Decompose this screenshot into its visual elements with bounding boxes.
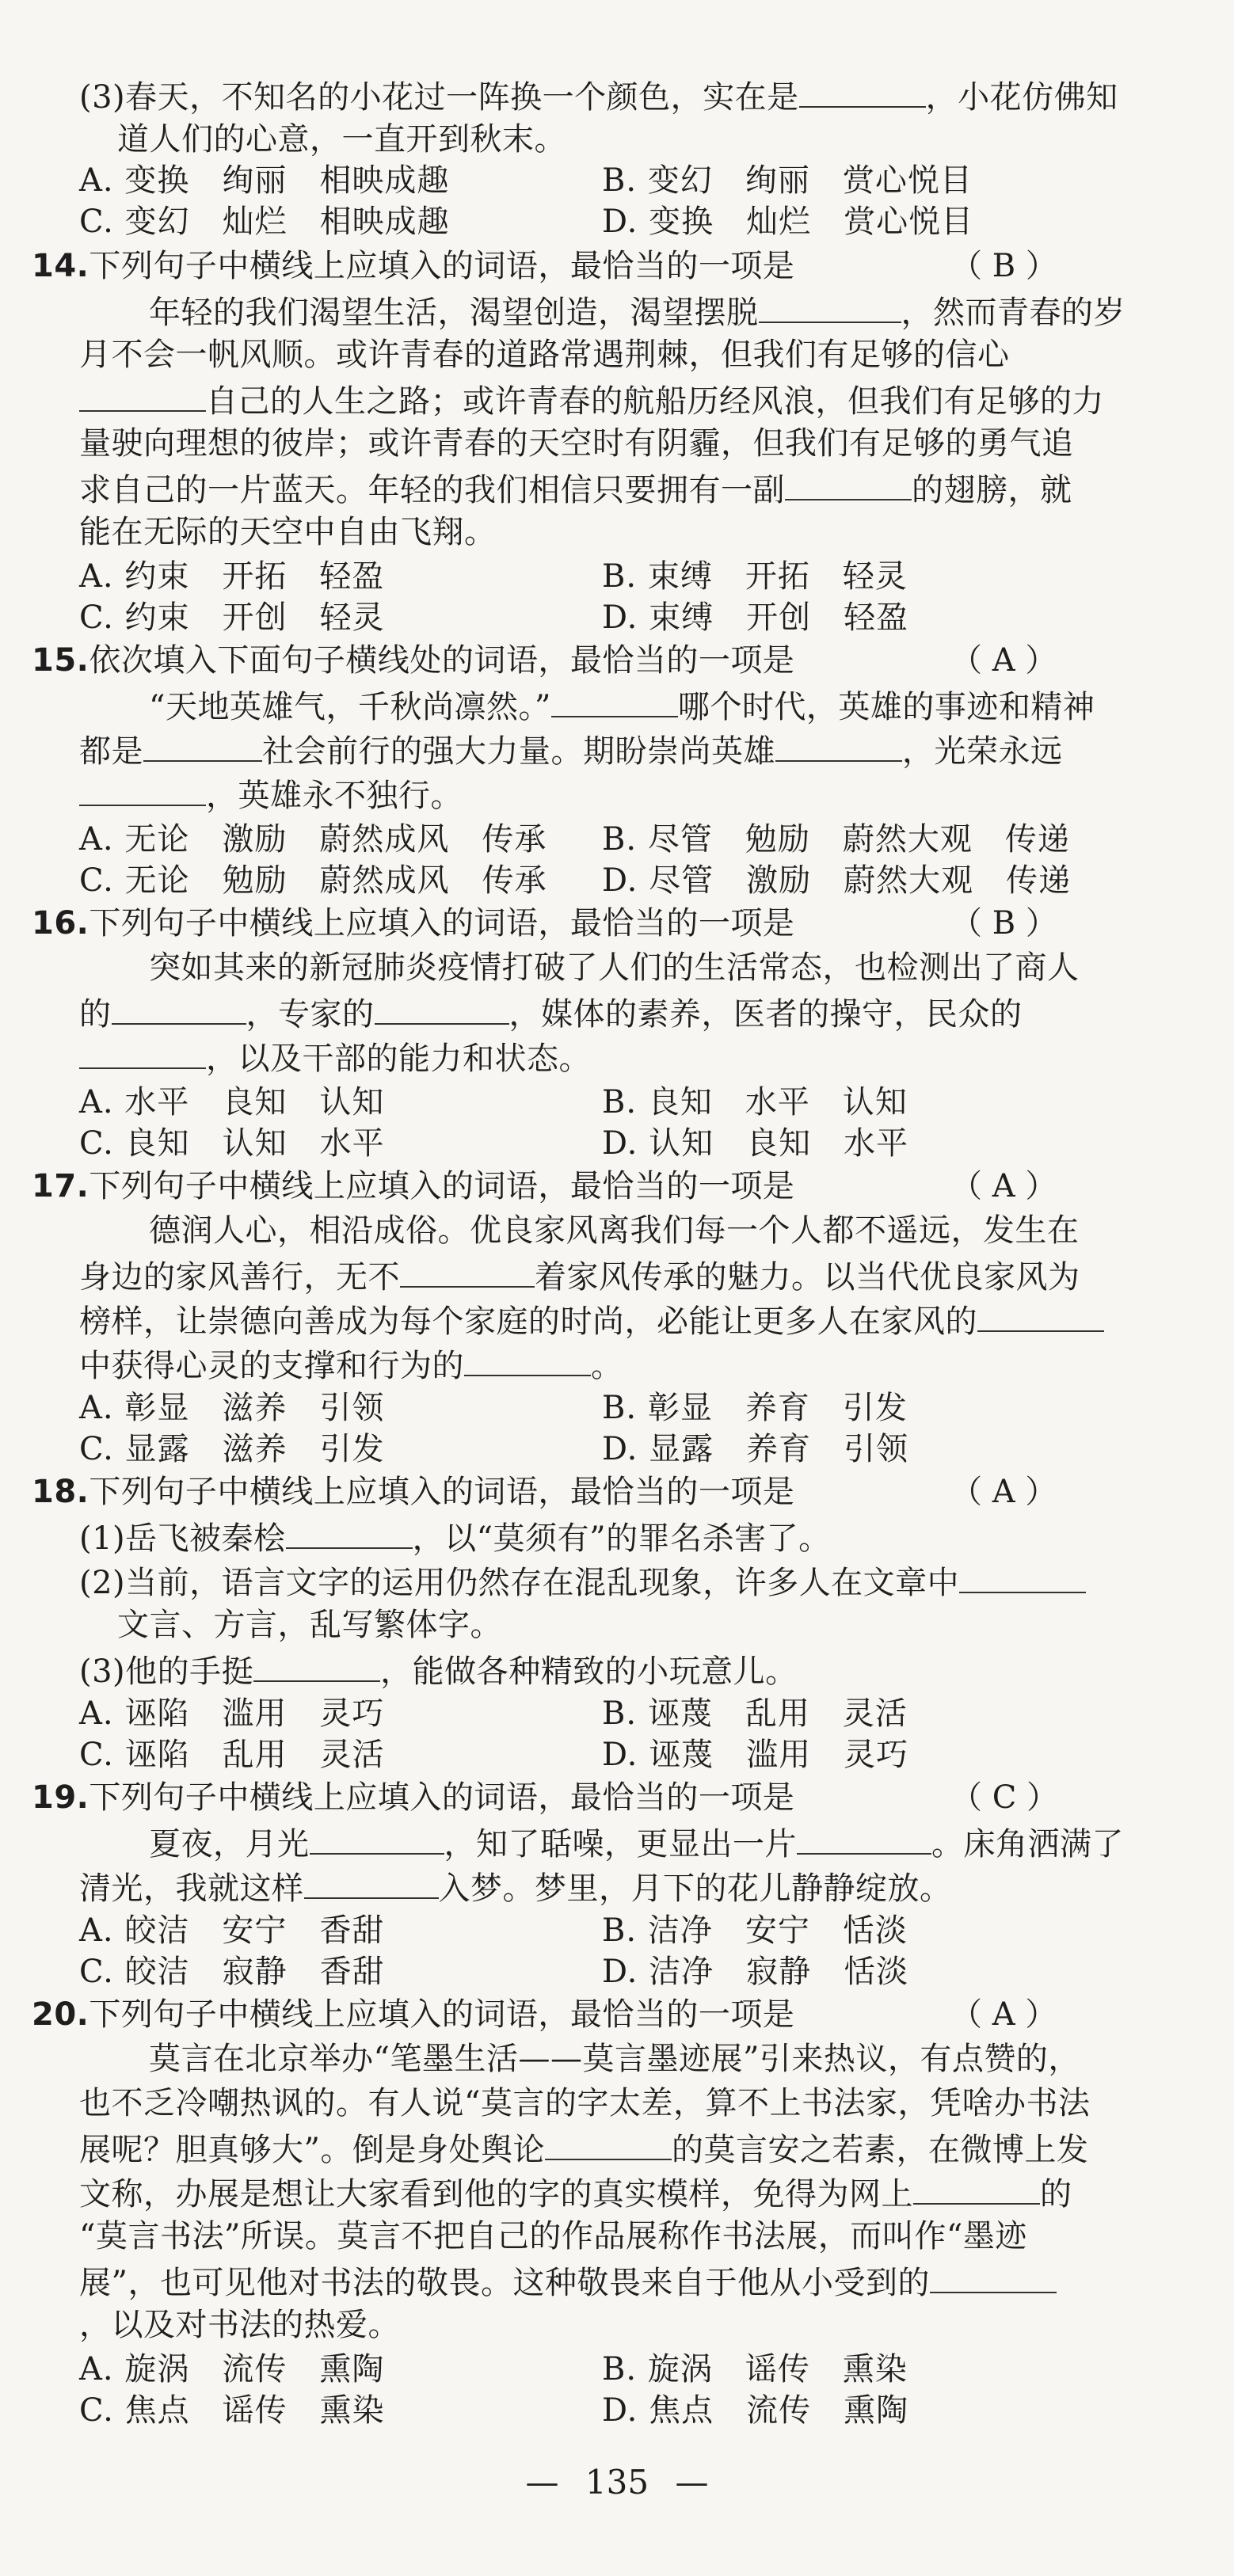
- q18-sentence-2: (2)当前，语言文字的运用仍然存在混乱现象，许多人在文章中: [79, 1565, 1086, 1599]
- q13-option-a: A. 变换 绚丽 相映成趣: [79, 162, 450, 199]
- q20-option-a: A. 旋涡 流传 熏陶: [79, 2351, 385, 2388]
- q13-option-c: C. 变幻 灿烂 相映成趣: [79, 204, 450, 240]
- q20-passage-line: 展”，也可见他对书法的敬畏。这种敬畏来自于他从小受到的: [79, 2265, 1057, 2299]
- q20-passage-line: 文称，办展是想让大家看到他的字的真实模样，免得为网上 的: [79, 2176, 1072, 2213]
- q20-option-d: D. 焦点 流传 熏陶: [602, 2392, 909, 2429]
- question-18-stem: 18.下列句子中横线上应填入的词语，最恰当的一项是: [32, 1474, 795, 1510]
- q14-option-d: D. 束缚 开创 轻盈: [602, 599, 909, 636]
- q14-passage-line: 求自己的一片蓝天。年轻的我们相信只要拥有一副 的翅膀，就: [79, 472, 1072, 508]
- blank: [913, 2176, 1040, 2205]
- q17-option-b: B. 彰显 养育 引发: [602, 1390, 908, 1426]
- question-16-answer: （ B ）: [950, 905, 1057, 942]
- q16-passage-line: 的 ，专家的 ，媒体的素养，医者的操守，民众的: [79, 996, 1023, 1033]
- q17-passage-line: 榜样，让崇德向善成为每个家庭的时尚，必能让更多人在家风的: [79, 1303, 1104, 1337]
- q13-part3-line2: 道人们的心意，一直开到秋末。: [117, 121, 566, 158]
- q14-option-b: B. 束缚 开拓 轻灵: [602, 558, 908, 595]
- blank: [79, 778, 206, 806]
- q18-option-d: D. 诬蔑 滥用 灵巧: [602, 1737, 909, 1773]
- blank: [464, 1348, 591, 1376]
- blank: [785, 472, 912, 500]
- question-17-stem: 17.下列句子中横线上应填入的词语，最恰当的一项是: [32, 1168, 795, 1204]
- q18-sentence-2-cont: 文言、方言，乱写繁体字。: [117, 1607, 502, 1643]
- q14-passage-line: 自己的人生之路；或许青春的航船历经风浪，但我们有足够的力: [79, 383, 1104, 417]
- q14-passage-line: 能在无际的天空中自由飞翔。: [79, 514, 497, 550]
- q20-option-b: B. 旋涡 谣传 熏染: [602, 2351, 908, 2388]
- blank: [79, 1041, 206, 1069]
- question-20-answer: （ A ）: [950, 1996, 1057, 2033]
- blank: [797, 1826, 931, 1855]
- blank: [799, 79, 926, 108]
- page-number-footer: [0, 2463, 1234, 2502]
- blank: [551, 689, 678, 717]
- question-20-stem: 20.下列句子中横线上应填入的词语，最恰当的一项是: [32, 1996, 795, 2033]
- question-19-stem: 19.下列句子中横线上应填入的词语，最恰当的一项是: [32, 1779, 795, 1816]
- q17-passage-line: 身边的家风善行，无不 着家风传承的魅力。以当代优良家风为: [79, 1259, 1080, 1296]
- question-14-answer: （ B ）: [950, 248, 1057, 284]
- q19-option-d: D. 洁净 寂静 恬淡: [602, 1954, 909, 1990]
- blank: [310, 1826, 444, 1855]
- footer-dash-left: —: [525, 2463, 559, 2502]
- q14-option-c: C. 约束 开创 轻灵: [79, 599, 385, 636]
- q19-passage-line: 清光，我就这样 入梦。梦里，月下的花儿静静绽放。: [79, 1870, 952, 1907]
- blank: [930, 2265, 1057, 2293]
- q15-option-c: C. 无论 勉励 蔚然成风 传承: [79, 862, 547, 899]
- blank: [253, 1653, 380, 1682]
- q19-option-a: A. 皎洁 安宁 香甜: [79, 1912, 385, 1949]
- q20-option-c: C. 焦点 谣传 熏染: [79, 2392, 385, 2429]
- q20-passage-line: 莫言在北京举办“笔墨生活——莫言墨迹展”引来热议，有点赞的，: [149, 2041, 1080, 2077]
- q16-option-d: D. 认知 良知 水平: [602, 1125, 909, 1162]
- q18-option-c: C. 诬陷 乱用 灵活: [79, 1737, 385, 1773]
- q15-option-a: A. 无论 激励 蔚然成风 传承: [79, 821, 547, 858]
- blank: [400, 1259, 535, 1288]
- q20-passage-line: ，以及对书法的热爱。: [79, 2307, 400, 2343]
- q14-option-a: A. 约束 开拓 轻盈: [79, 558, 385, 595]
- blank: [112, 996, 246, 1025]
- q16-option-a: A. 水平 良知 认知: [79, 1084, 385, 1121]
- q15-option-b: B. 尽管 勉励 蔚然大观 传递: [602, 821, 1070, 858]
- blank: [79, 383, 206, 412]
- page-number: 135: [585, 2463, 649, 2502]
- question-15-answer: （ A ）: [950, 642, 1057, 679]
- q14-passage-line: 月不会一帆风顺。或许青春的道路常遇荆棘，但我们有足够的信心: [79, 337, 1010, 373]
- footer-dash-right: —: [675, 2463, 709, 2502]
- q15-passage-line: “天地英雄气，千秋尚凛然。” 哪个时代，英雄的事迹和精神: [149, 689, 1095, 725]
- q18-sentence-1: (1)岳飞被秦桧 ，以“莫须有”的罪名杀害了。: [79, 1520, 831, 1557]
- q15-option-d: D. 尽管 激励 蔚然大观 传递: [602, 862, 1072, 899]
- blank: [304, 1870, 439, 1899]
- q18-option-b: B. 诬蔑 乱用 灵活: [602, 1695, 908, 1732]
- q16-option-c: C. 良知 认知 水平: [79, 1125, 385, 1162]
- blank: [375, 996, 509, 1025]
- q18-sentence-3: (3)他的手挺 ，能做各种精致的小玩意儿。: [79, 1653, 798, 1690]
- blank: [545, 2132, 672, 2160]
- q14-passage-line: 年轻的我们渴望生活，渴望创造，渴望摆脱 ，然而青春的岁: [149, 295, 1125, 331]
- q15-passage-line: 都是 社会前行的强大力量。期盼崇尚英雄 ，光荣永远: [79, 733, 1063, 770]
- q17-option-a: A. 彰显 滋养 引领: [79, 1390, 385, 1426]
- q13-option-d: D. 变换 灿烂 赏心悦目: [602, 204, 974, 240]
- question-16-stem: 16.下列句子中横线上应填入的词语，最恰当的一项是: [32, 905, 795, 942]
- q17-passage-line: 中获得心灵的支撑和行为的 。: [79, 1348, 623, 1384]
- q18-option-a: A. 诬陷 滥用 灵巧: [79, 1695, 385, 1732]
- q16-option-b: B. 良知 水平 认知: [602, 1084, 908, 1121]
- question-18-answer: （ A ）: [950, 1474, 1057, 1510]
- q17-option-c: C. 显露 滋养 引发: [79, 1431, 385, 1467]
- question-19-answer: （ C ）: [950, 1779, 1059, 1816]
- q20-passage-line: “莫言书法”所误。莫言不把自己的作品展称作书法展，而叫作“墨迹: [79, 2218, 1027, 2254]
- q16-passage-line: 突如其来的新冠肺炎疫情打破了人们的生活常态，也检测出了商人: [149, 949, 1080, 986]
- q13-part3-line1: (3)春天，不知名的小花过一阵换一个颜色，实在是 ，小花仿佛知: [79, 79, 1118, 116]
- q13-option-b: B. 变幻 绚丽 赏心悦目: [602, 162, 973, 199]
- question-14-stem: 14.下列句子中横线上应填入的词语，最恰当的一项是: [32, 248, 795, 284]
- q19-option-b: B. 洁净 安宁 恬淡: [602, 1912, 908, 1949]
- blank: [759, 295, 901, 323]
- blank: [959, 1565, 1086, 1593]
- q15-passage-line: ，英雄永不独行。: [79, 778, 463, 812]
- q20-passage-line: 也不乏冷嘲热讽的。有人说“莫言的字太差，算不上书法家，凭啥办书法: [79, 2085, 1091, 2121]
- question-17-answer: （ A ）: [950, 1168, 1057, 1204]
- blank: [143, 733, 262, 762]
- q17-option-d: D. 显露 养育 引领: [602, 1431, 909, 1467]
- q19-passage-line: 夏夜，月光 ，知了聒噪，更显出一片 。床角洒满了: [149, 1826, 1124, 1863]
- blank: [775, 733, 902, 762]
- blank: [977, 1303, 1104, 1332]
- q17-passage-line: 德润人心，相沿成俗。优良家风离我们每一个人都不遥远，发生在: [149, 1212, 1080, 1249]
- q16-passage-line: ，以及干部的能力和状态。: [79, 1041, 591, 1075]
- blank: [286, 1520, 413, 1549]
- question-15-stem: 15.依次填入下面句子横线处的词语，最恰当的一项是: [32, 642, 795, 679]
- q19-option-c: C. 皎洁 寂静 香甜: [79, 1954, 385, 1990]
- q14-passage-line: 量驶向理想的彼岸；或许青春的天空时有阴霾，但我们有足够的勇气追: [79, 425, 1074, 462]
- q20-passage-line: 展呢？胆真够大”。倒是身处舆论 的莫言安之若素，在微博上发: [79, 2132, 1089, 2168]
